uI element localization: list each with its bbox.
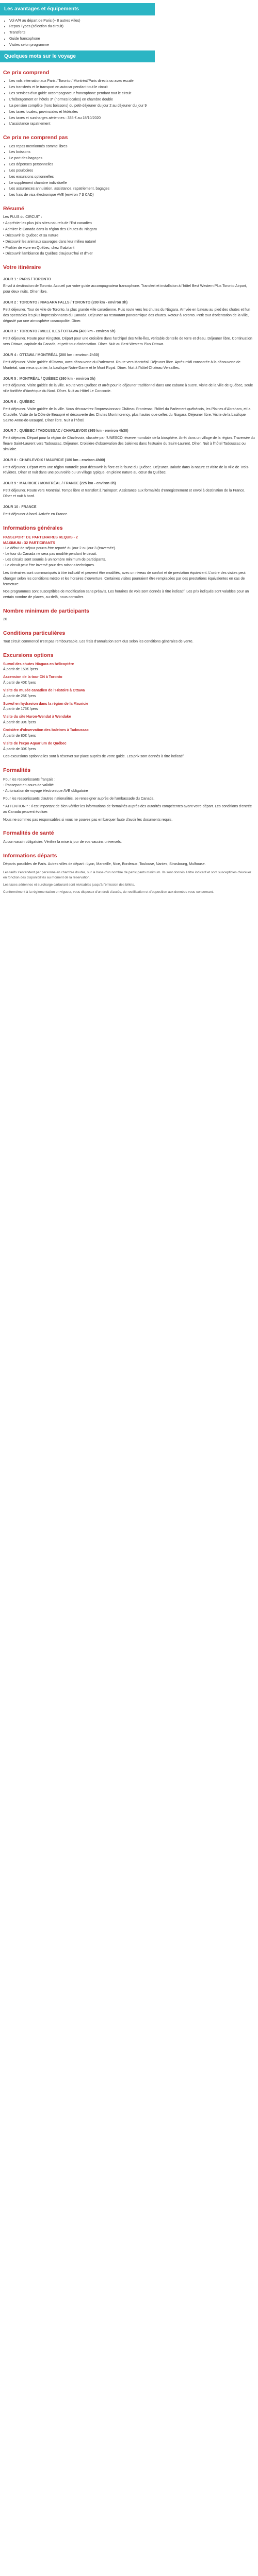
- departs-text: Départs possibles de Paris. Autres villes de départ : Lyon, Marseille, Nice, Bordeaux, Toulouse, Nantes, Strasbourg, Mulhouse.: [3, 862, 206, 866]
- day-title: JOUR 10 : FRANCE: [3, 505, 37, 509]
- infos-paragraph: Nos programmes sont susceptibles de modification sans préavis. Les horaires de vols sont donnés à titre indicatif. Les prix indiqués sont valables pour un certain nombre de places, au-delà, nous consulter.: [3, 590, 249, 600]
- excursion-name: Survol des chutes Niagara en hélicoptère: [3, 662, 74, 666]
- prix-comprend-item: • Les taxes et surcharges aériennes : 335 € au 18/10/2020: [9, 116, 255, 122]
- prix-comprend-item: • Les vols internationaux Paris / Toronto / Montréal/Paris directs ou avec escale: [9, 79, 255, 84]
- nombre-value: 20: [3, 618, 7, 622]
- day-block: [3, 277, 255, 296]
- sante-text: Aucun vaccin obligatoire. Vérifiez la mise à jour de vos vaccins universels.: [3, 840, 122, 844]
- day-title: JOUR 6 : QUÉBEC: [3, 400, 35, 404]
- day-title: JOUR 5 : MONTRÉAL / QUÉBEC (260 km - environ 3h): [3, 377, 95, 381]
- formalite-paragraph: Pour les ressortissants d'autres nationalités, se renseigner auprès de l'ambassade du Canada.: [3, 797, 155, 801]
- resume-line: • Profiter de vivre en Québec, chez l'habitant: [3, 246, 75, 250]
- excursion-price: À partir de 30€ /pers: [3, 747, 36, 751]
- day-block: [3, 429, 255, 452]
- formalites-list: [3, 783, 255, 794]
- resume-line: • Admirer le Canada dans la région des Chutes du Niagara: [3, 228, 97, 232]
- excursion-item: [3, 728, 255, 739]
- excursion-name: Survol en hydravion dans la région de la Mauricie: [3, 702, 88, 706]
- day-block: [3, 377, 255, 395]
- day-text: Petit déjeuner. Route pour Kingston. Départ pour une croisière dans l'archipel des Mille-Îles, véritable dentelle de terre et d'eau. Déjeuner libre. Continuation vers Ottawa, capitale du Canada, et petit tour d'orientation. Dîner. Nuit au Best Western Plus Ottawa.: [3, 337, 252, 347]
- day-title: JOUR 7 : QUÉBEC / TADOUSSAC / CHARLEVOIX (365 km - environ 4h30): [3, 429, 128, 433]
- day-text: Petit déjeuner. Départ pour la région de Charlevoix, classée par l'UNESCO réserve mondiale de la biosphère. Arrêt dans un village de la région. Traversée du fleuve Saint-Laurent vers Tadoussac. Déjeuner. Croisière d'observation des baleines dans l'estuaire du Saint-Laurent. Dîner. Nuit à l'hôtel Tadoussac ou similaire.: [3, 436, 255, 451]
- itineraire-days: [0, 277, 258, 518]
- legal-paragraph: Les tarifs s'entendent par personne en chambre double, sur la base d'un nombre de participants minimum. Ils sont donnés à titre indicatif et sont susceptibles d'évoluer en fonction des disponibilités au moment de la réservation.: [3, 870, 251, 879]
- sante-title: Formalités de santé: [3, 830, 54, 837]
- day-text: Petit déjeuner. Visite guidée de la ville. Vous découvrirez l'impressionnant Château Frontenac, l'hôtel du Parlement québécois, les Plaines d'Abraham, et la Citadelle. Visite de la Côte de Beaupré et découverte des Chutes Montmorency, plus hautes que celles du Niagara. Déjeuner libre. Visite de la basilique Sainte-Anne-de-Beaupré. Dîner libre. Nuit à l'hôtel.: [3, 407, 251, 422]
- prix-ne-comprend-item: • Le supplément chambre individuelle: [9, 181, 255, 187]
- prix-comprend-item: • La pension complète (hors boissons) du petit-déjeuner du jour 2 au déjeuner du jour 9: [9, 104, 255, 109]
- day-text: Petit déjeuner à bord. Arrivée en France.: [3, 512, 69, 516]
- incontournable-item: • Vol A/R au départ de Paris (+ 8 autres villes): [9, 19, 255, 24]
- prix-comprend-item: • Les transferts et le transport en autocar pendant tout le circuit: [9, 85, 255, 91]
- prix-comprend-item: • L'assistance rapatriement: [9, 122, 255, 127]
- excursion-item: [3, 662, 255, 673]
- day-title: JOUR 4 : OTTAWA / MONTRÉAL (200 km - environ 2h30): [3, 353, 99, 357]
- day-block: [3, 458, 255, 477]
- incontournable-item: • Transferts: [9, 30, 255, 36]
- excursion-price: À partir de 40€ /pers: [3, 681, 36, 685]
- prix-ne-comprend-item: • Les assurances annulation, assistance, rapatriement, bagages: [9, 187, 255, 192]
- formalite-paragraph: * ATTENTION * : Il est important de bien vérifier les informations de formalités auprès des autorités compétentes avant votre départ. Les conditions d'entrée au Canada peuvent évoluer.: [3, 804, 252, 814]
- infos-line: - Le circuit peut être inversé pour des raisons techniques.: [3, 564, 95, 568]
- infos-paragraphs: [3, 571, 255, 601]
- resume-line: • Découvrir l'ambiance du Québec d'aujourd'hui et d'hier: [3, 252, 93, 256]
- day-block: [3, 353, 255, 371]
- excursion-item: [3, 675, 255, 686]
- excursions-list: [0, 662, 258, 753]
- infos-block: [3, 535, 255, 601]
- departs-title: Informations départs: [3, 852, 57, 859]
- prix-comprend-title: Ce prix comprend: [3, 70, 50, 76]
- day-title: JOUR 3 : TORONTO / MILLE ILES / OTTAWA (400 km - environ 5h): [3, 330, 116, 334]
- day-title: JOUR 8 : CHARLEVOIX / MAURICIE (180 km - environ 4h00): [3, 458, 105, 462]
- nombre-title: Nombre minimum de participants: [3, 608, 89, 615]
- infos-line: - Le début de séjour pourra être reporté du jour 2 ou jour 3 (traversée).: [3, 547, 116, 551]
- excursion-item: [3, 702, 255, 713]
- day-block: [3, 400, 255, 423]
- day-block: [3, 505, 255, 518]
- infos-title: Informations générales: [3, 524, 63, 531]
- excursion-name: Ascension de la tour CN à Toronto: [3, 675, 62, 680]
- day-text: Envol à destination de Toronto. Accueil par votre guide accompagnateur francophone. Transfert et installation à l'hôtel Best Western Plus Toronto Airport, pour deux nuits. Dîner libre.: [3, 284, 247, 294]
- formalites-paragraphs: [3, 796, 255, 823]
- prix-ne-comprend-item: • Les dépenses personnelles: [9, 162, 255, 168]
- section-banner-quelques-mots: Quelques mots sur le voyage: [0, 50, 155, 63]
- excursion-price: À partir de 30€ /pers: [3, 721, 36, 725]
- legal-paragraph: Les taxes aériennes et surcharge carburant sont révisables jusqu'à l'émission des billets.: [3, 883, 135, 887]
- infos-paragraph: Les itinéraires sont communiqués à titre indicatif et peuvent être modifiés, avec un niveau de confort et de prestation équivalent. L'ordre des visites peut changer selon les conditions météo et les horaires d'ouverture. Certaines visites pourraient être remplacées par des prestations équivalentes en cas de fermeture.: [3, 571, 246, 586]
- infos-lines: [3, 546, 255, 568]
- prix-ne-comprend-item: • Les repas mentionnés comme libres: [9, 144, 255, 150]
- day-text: Petit déjeuner. Visite guidée d'Ottawa, avec découverte du Parlement. Route vers Montréal. Déjeuner libre. Après-midi consacrée à la découverte de Montréal, son vieux quartier, la basilique Notre-Dame et le Mont Royal. Dîner. Nuit à l'hôtel Chateau Versailles.: [3, 360, 240, 370]
- day-block: [3, 329, 255, 348]
- prix-ne-comprend-title: Ce prix ne comprend pas: [3, 134, 68, 141]
- incontournable-item: • Guide francophone: [9, 37, 255, 42]
- excursion-price: À partir de 80€ /pers: [3, 734, 36, 738]
- infos-line: - Le tour du Canada ne sera pas modifié pendant le circuit.: [3, 552, 98, 556]
- prix-ne-comprend-item: • Les boissons: [9, 150, 255, 156]
- excursion-name: Visite du musée canadien de l'Histoire à Ottawa: [3, 688, 85, 692]
- day-block: [3, 300, 255, 324]
- day-title: JOUR 2 : TORONTO / NIAGARA FALLS / TORONTO (280 km - environ 3h): [3, 301, 128, 305]
- excursion-item: [3, 741, 255, 753]
- resume-line: Les PLUS du CIRCUIT :: [3, 215, 42, 219]
- prix-ne-comprend-item: • Les excursions optionnelles: [9, 175, 255, 180]
- infos-line: - Les circuits sont soumis à un nombre minimum de participants.: [3, 558, 106, 562]
- day-text: Petit déjeuner. Visite guidée de la ville. Route vers Québec et arrêt pour le déjeuner traditionnel dans une cabane à sucre. Visite de la ville de Québec, seule ville fortifiée d'Amérique du Nord. Dîner. Nuit au Hôtel Le Concorde.: [3, 384, 253, 394]
- formalites-intro: Pour les ressortissants français :: [3, 778, 56, 782]
- itineraire-title: Votre itinéraire: [3, 264, 41, 271]
- incontournables-list: [3, 19, 255, 48]
- conditions-text: Tout circuit commencé n'est pas remboursable. Les frais d'annulation sont dus selon les conditions générales de vente.: [3, 640, 194, 644]
- resume-block: [0, 215, 258, 257]
- excursion-item: [3, 715, 255, 726]
- formalite-paragraph: Nous ne sommes pas responsables si vous ne pouvez pas embarquer faute d'avoir les documents requis.: [3, 818, 173, 822]
- conditions-title: Conditions particulières: [3, 630, 66, 637]
- day-text: Petit déjeuner. Tour de ville de Toronto, la plus grande ville canadienne. Puis route vers les chutes du Niagara. Arrivée en bateau au pied des chutes et l'un des spectacles les plus impressionnants du Canada. Déjeuner au restaurant panoramique des chutes. Retour à Toronto. Petit tour d'orientation de la ville, dégusté par une atmosphère cosmopolite. Dîner.: [3, 308, 250, 323]
- prix-ne-comprend-item: • Les pourboires: [9, 168, 255, 174]
- legal-paragraph: Conformément à la réglementation en vigueur, vous disposez d'un droit d'accès, de rectification et d'opposition aux données vous concernant.: [3, 890, 214, 894]
- formalites-block: [3, 777, 255, 823]
- excursion-price: À partir de 25€ /pers: [3, 694, 36, 698]
- infos-subtitle-2: MAXIMUM - 32 PARTICIPANTS: [3, 541, 55, 545]
- incontournable-item: • Visites selon programme: [9, 43, 255, 48]
- prix-ne-comprend-list: [3, 144, 255, 199]
- infos-subtitle: PASSEPORT DE PARTENAIRES REQUIS - 2: [3, 535, 78, 539]
- excursion-price: À partir de 150€ /pers: [3, 668, 38, 672]
- day-text: Petit déjeuner. Départ vers une région naturelle pour découvrir la flore et la faune du Québec. Déjeuner. Balade dans la nature et visite de la ville de Trois-Rivières. Dîner et nuit dans une pourvoirie ou un village typique, en pleine nature au cœur du Québec.: [3, 465, 250, 475]
- excursions-note: Ces excursions optionnelles sont à réserver sur place auprès de votre guide. Les prix sont donnés à titre indicatif.: [3, 755, 185, 759]
- prix-comprend-item: • L'hébergement en hôtels 3* (normes locales) en chambre double: [9, 97, 255, 103]
- prix-ne-comprend-item: • Le port des bagages: [9, 156, 255, 162]
- formalite-item: - Passeport en cours de validité: [3, 784, 54, 788]
- resume-line: • Découvrir le Québec et sa nature: [3, 233, 59, 238]
- prix-ne-comprend-item: • Les frais de visa électronique AVE (environ 7 $ CAD): [9, 193, 255, 198]
- incontournable-item: • Repas Types (sélection du circuit): [9, 24, 255, 30]
- prix-comprend-list: [3, 79, 255, 127]
- resume-line: • Découvrir les animaux sauvages dans leur milieu naturel: [3, 240, 96, 244]
- legal-notice: [0, 870, 258, 895]
- excursion-item: [3, 688, 255, 700]
- day-title: JOUR 9 : MAURICIE / MONTRÉAL / FRANCE (225 km - environ 3h): [3, 482, 116, 486]
- prix-comprend-item: • Les taxes locales, provinciales et fédérales: [9, 110, 255, 115]
- day-title: JOUR 1 : PARIS / TORONTO: [3, 277, 51, 281]
- formalites-title: Formalités: [3, 767, 31, 774]
- resume-title: Résumé: [3, 206, 24, 212]
- formalite-item: - Autorisation de voyage électronique AVE obligatoire: [3, 789, 88, 793]
- resume-line: • Apprécier les plus jolis sites naturels de l'Est canadien: [3, 222, 92, 226]
- excursion-price: À partir de 175€ /pers: [3, 707, 38, 711]
- excursion-name: Visite du site Huron-Wendat à Wendake: [3, 715, 71, 719]
- day-text: Petit déjeuner. Route vers Montréal. Temps libre et transfert à l'aéroport. Assistance aux formalités d'enregistrement et envol à destination de la France. Dîner et nuit à bord.: [3, 489, 246, 498]
- section-banner-avantages: Les avantages et équipements: [0, 3, 155, 15]
- excursions-title: Excursions options: [3, 652, 54, 659]
- prix-comprend-item: • Les services d'un guide accompagnateur francophone pendant tout le circuit: [9, 91, 255, 97]
- excursion-name: Visite de l'expo Aquarium de Québec: [3, 741, 67, 745]
- day-block: [3, 481, 255, 500]
- excursion-name: Croisière d'observation des baleines à Tadoussac: [3, 728, 89, 732]
